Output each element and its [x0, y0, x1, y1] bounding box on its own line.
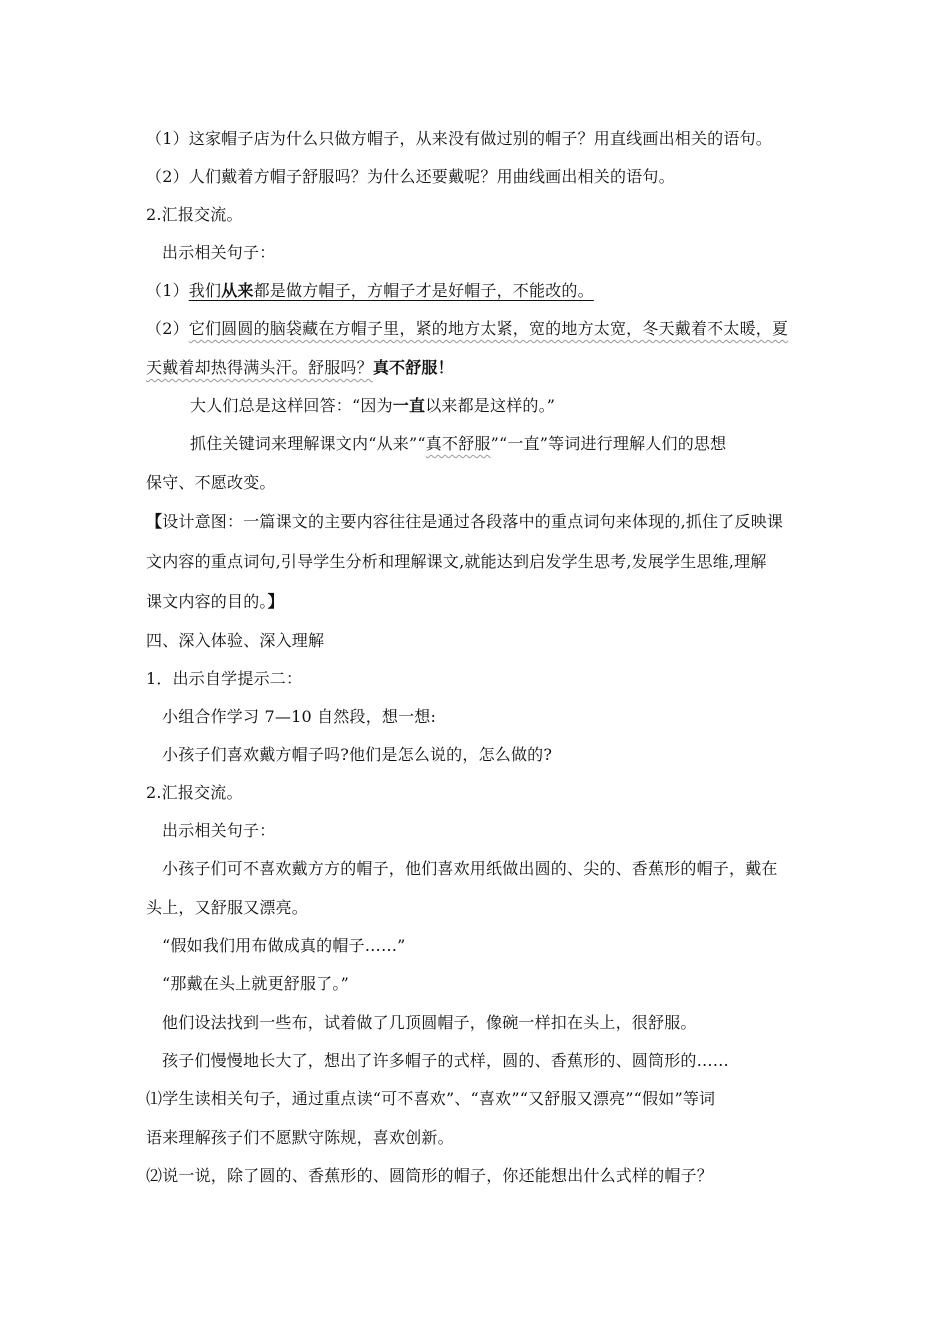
design-intent-line-2: 文内容的重点词句,引导学生分析和理解课文,就能达到启发学生思考,发展学生思维,理解	[146, 552, 767, 571]
exercise-2: ⑵说一说，除了圆的、香蕉形的、圆筒形的帽子，你还能想出什么式样的帽子？	[146, 1166, 714, 1185]
show-sentences-1: 出示相关句子：	[162, 243, 276, 262]
sentence-3	[190, 394, 870, 418]
exercise-1-line-1: ⑴学生读相关句子，通过重点读“可不喜欢”、“喜欢”“又舒服又漂亮”“假如”等词	[146, 1089, 716, 1108]
report-heading-2: 2.汇报交流。	[146, 783, 243, 802]
sentence-2-wavy-a: 它们圆圆的脑袋藏在方帽子里，紧的地方太紧，宽的地方太宽，冬天戴着不太暖，夏	[188, 319, 789, 338]
sentence-2-line-1	[146, 317, 826, 341]
prompt-2-heading: 1．出示自学提示二：	[146, 669, 303, 688]
sentence-2-prefix: （2）	[146, 319, 189, 338]
child-sentence-1: 小孩子们可不喜欢戴方方的帽子，他们喜欢用纸做出圆的、尖的、香蕉形的帽子，戴在	[162, 859, 778, 878]
sentence-1-underlined	[189, 281, 594, 300]
sentence-1-part-a: 我们	[188, 281, 222, 300]
design-intent-open-bracket: 【	[146, 512, 163, 531]
design-intent-line-3	[146, 590, 826, 614]
child-sentence-1-cont: 头上，又舒服又漂亮。	[146, 898, 309, 917]
prompt-2-line-b: 小孩子们喜欢戴方帽子吗?他们是怎么说的，怎么做的?	[162, 745, 553, 764]
sentence-3-part-a: 大人们总是这样回答：“因为	[190, 396, 393, 415]
keyword-note-a: 抓住关键词来理解课文内“从来”“	[190, 434, 426, 453]
design-intent-close-bracket: 】	[267, 592, 284, 611]
keyword-note-b: 真不舒服	[425, 434, 491, 453]
keyword-zhenbushufu: 真不舒服！	[372, 358, 454, 377]
keyword-note-line-2: 保守、不愿改变。	[146, 473, 276, 492]
section-4-heading: 四、深入体验、深入理解	[146, 631, 325, 650]
design-intent-text-3: 课文内容的目的。	[146, 592, 268, 611]
sentence-2-line-2	[146, 356, 826, 380]
child-sentence-2: 他们设法找到一些布，试着做了几顶圆帽子，像碗一样扣在头上，很舒服。	[162, 1013, 697, 1032]
keyword-conglai: 从来	[221, 281, 254, 300]
child-sentence-3: 孩子们慢慢地长大了，想出了许多帽子的式样，圆的、香蕉形的、圆筒形的……	[162, 1051, 730, 1070]
question-2: （2）人们戴着方帽子舒服吗？为什么还要戴呢？用曲线画出相关的语句。	[146, 167, 675, 186]
sentence-1	[146, 279, 826, 303]
sentence-1-part-c: 都是做方帽子，方帽子才是好帽子，不能改的。	[253, 281, 594, 300]
child-quote-1: “假如我们用布做成真的帽子……”	[162, 936, 406, 955]
child-quote-2: “那戴在头上就更舒服了。”	[162, 974, 349, 993]
exercise-1-line-2: 语来理解孩子们不愿默守陈规，喜欢创新。	[146, 1128, 454, 1147]
keyword-note-line-1	[190, 432, 870, 456]
design-intent-text-1: 设计意图：一篇课文的主要内容往往是通过各段落中的重点词句来体现的,抓住了反映课	[162, 512, 784, 531]
sentence-2-wavy-b: 天戴着却热得满头汗。舒服吗？	[146, 358, 373, 377]
keyword-yizhi: 一直	[392, 396, 426, 415]
prompt-2-line-a: 小组合作学习 7—10 自然段，想一想:	[162, 707, 437, 726]
design-intent-line-1	[146, 510, 826, 534]
report-heading-1: 2.汇报交流。	[146, 205, 243, 224]
sentence-1-prefix: （1）	[146, 281, 189, 300]
keyword-note-c: ”“一直”等词进行理解人们的思想	[490, 434, 727, 453]
show-sentences-2: 出示相关句子：	[162, 821, 276, 840]
question-1: （1）这家帽子店为什么只做方帽子，从来没有做过别的帽子？用直线画出相关的语句。	[146, 129, 772, 148]
sentence-3-part-c: 以来都是这样的。”	[425, 396, 556, 415]
